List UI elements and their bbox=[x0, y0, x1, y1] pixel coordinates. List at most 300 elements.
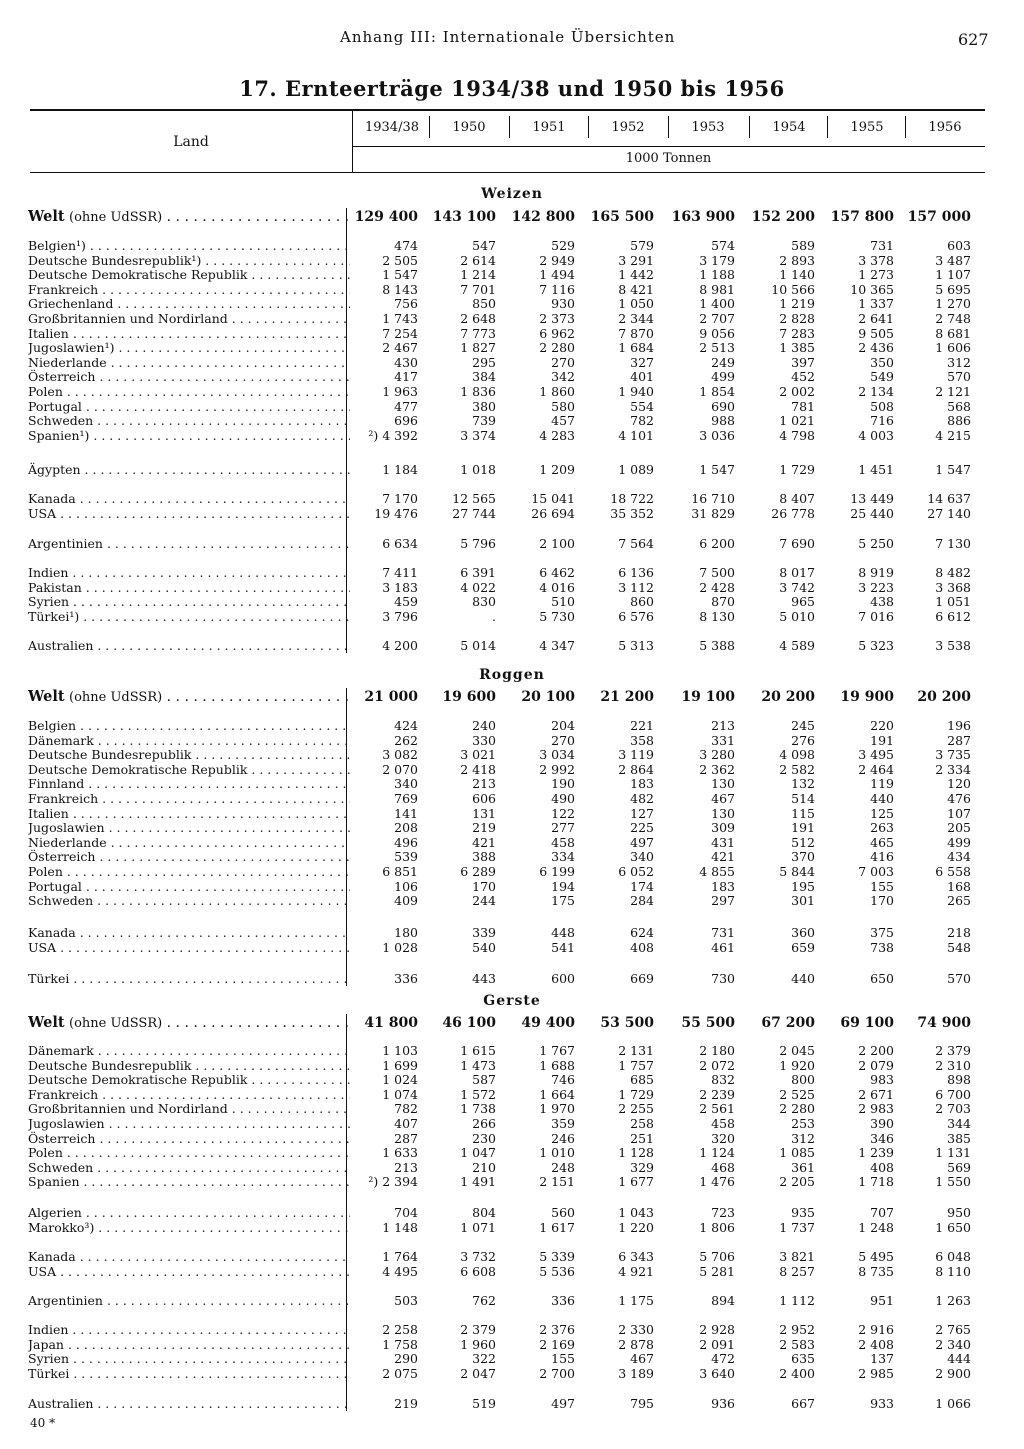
table-cell: 2 952 bbox=[779, 1322, 815, 1337]
table-cell: 465 bbox=[870, 834, 894, 850]
table-row bbox=[28, 311, 988, 326]
table-cell: 7 116 bbox=[539, 281, 575, 297]
table-cell: 781 bbox=[791, 398, 815, 414]
table-cell: 514 bbox=[791, 791, 815, 806]
table-cell: 2 258 bbox=[382, 1322, 418, 1337]
table-cell: 832 bbox=[711, 1072, 735, 1088]
world-label: Welt bbox=[28, 1014, 65, 1031]
table-cell: 1 047 bbox=[460, 1145, 496, 1161]
table-row bbox=[28, 791, 988, 806]
table-cell: 600 bbox=[551, 971, 575, 986]
table-cell: 6 343 bbox=[618, 1249, 654, 1264]
table-row bbox=[28, 1174, 988, 1189]
table-cell: 696 bbox=[394, 413, 418, 429]
table-cell: 16 710 bbox=[691, 491, 735, 506]
table-cell: 380 bbox=[472, 398, 496, 414]
table-cell: 3 735 bbox=[935, 747, 971, 763]
table-cell: 7 003 bbox=[858, 864, 894, 879]
table-cell: 385 bbox=[947, 1130, 971, 1146]
table-cell: 5 388 bbox=[699, 638, 735, 653]
table-cell: 1 860 bbox=[539, 384, 575, 399]
table-cell: 249 bbox=[711, 354, 735, 370]
table-cell: 731 bbox=[711, 925, 735, 940]
table-cell: 541 bbox=[551, 939, 575, 955]
table-cell: 19 100 bbox=[681, 689, 735, 705]
table-cell: 1 337 bbox=[858, 296, 894, 312]
table-cell: 417 bbox=[394, 369, 418, 385]
country-name: Griechenland . . . bbox=[28, 296, 350, 311]
table-cell: 263 bbox=[870, 820, 894, 836]
table-cell: 1 684 bbox=[618, 340, 654, 356]
table-cell: 331 bbox=[711, 732, 735, 748]
table-cell: 1 018 bbox=[460, 462, 496, 477]
table-cell: 9 505 bbox=[858, 325, 894, 341]
table-cell: 1 184 bbox=[382, 462, 418, 477]
table-cell: 266 bbox=[472, 1116, 496, 1131]
table-cell: 2 134 bbox=[858, 384, 894, 399]
table-cell: 936 bbox=[711, 1396, 735, 1411]
table-cell: 2 928 bbox=[699, 1322, 735, 1337]
table-cell: 2 362 bbox=[699, 761, 735, 777]
table-cell: 1 494 bbox=[539, 267, 575, 283]
table-cell: 548 bbox=[947, 939, 971, 955]
table-cell: 2 700 bbox=[539, 1365, 575, 1381]
table-cell: 1 071 bbox=[460, 1219, 496, 1235]
country-name: Jugoslawien . . . bbox=[28, 1116, 350, 1131]
world-qualifier: (ohne UdSSR) bbox=[69, 1016, 163, 1031]
table-cell: 434 bbox=[947, 849, 971, 865]
table-cell: 2 330 bbox=[618, 1322, 654, 1337]
table-cell: 15 041 bbox=[531, 491, 575, 506]
table-cell: 388 bbox=[472, 849, 496, 865]
table-cell: 8 017 bbox=[779, 565, 815, 580]
table-cell: 2 583 bbox=[779, 1336, 815, 1352]
table-cell: 5 014 bbox=[460, 638, 496, 653]
country-name: Portugal . . . bbox=[28, 879, 350, 894]
world-total-row bbox=[28, 688, 988, 706]
table-cell: 183 bbox=[630, 776, 654, 792]
table-cell: 1 960 bbox=[460, 1336, 496, 1352]
table-cell: 458 bbox=[711, 1116, 735, 1131]
table-row bbox=[28, 1322, 988, 1337]
table-cell: 935 bbox=[791, 1205, 815, 1220]
table-cell: 120 bbox=[947, 776, 971, 792]
table-row bbox=[28, 609, 988, 624]
table-cell: 6 200 bbox=[699, 536, 735, 551]
table-cell: 53 500 bbox=[600, 1015, 654, 1031]
table-cell: 67 200 bbox=[761, 1015, 815, 1031]
table-cell: 7 690 bbox=[779, 536, 815, 551]
table-cell: 560 bbox=[551, 1205, 575, 1220]
table-cell: 2 376 bbox=[539, 1322, 575, 1337]
table-row bbox=[28, 1131, 988, 1146]
table-cell: 175 bbox=[551, 893, 575, 909]
table-cell: 1 550 bbox=[935, 1174, 971, 1190]
table-cell: 18 722 bbox=[610, 491, 654, 506]
country-name: Spanien . . . bbox=[28, 1174, 350, 1189]
table-cell: 2 949 bbox=[539, 252, 575, 268]
table-row bbox=[28, 638, 988, 653]
table-cell: 4 347 bbox=[539, 638, 575, 653]
table-cell: 6 612 bbox=[935, 608, 971, 624]
table-cell: 330 bbox=[472, 732, 496, 748]
table-cell: 208 bbox=[394, 820, 418, 836]
table-cell: 983 bbox=[870, 1072, 894, 1088]
row-label bbox=[28, 208, 350, 227]
table-cell: 7 870 bbox=[618, 325, 654, 341]
country-name: Marokko³) . . . bbox=[28, 1220, 350, 1235]
table-cell: 1 764 bbox=[382, 1249, 418, 1264]
country-name: Finnland . . . bbox=[28, 776, 350, 791]
table-row bbox=[28, 536, 988, 551]
table-cell: 603 bbox=[947, 238, 971, 253]
table-cell: 336 bbox=[551, 1293, 575, 1308]
table-cell: 127 bbox=[630, 805, 654, 821]
table-cell: 2 828 bbox=[779, 311, 815, 326]
column-header-year: 1953 bbox=[691, 120, 725, 135]
table-row bbox=[28, 565, 988, 580]
table-cell: 650 bbox=[870, 971, 894, 986]
table-cell: 344 bbox=[947, 1116, 971, 1131]
country-name: Frankreich . . . bbox=[28, 791, 350, 806]
table-cell: 474 bbox=[394, 238, 418, 253]
table-cell: 2 900 bbox=[935, 1365, 971, 1381]
table-cell: 390 bbox=[870, 1116, 894, 1131]
table-row bbox=[28, 1351, 988, 1366]
country-name: Portugal . . . bbox=[28, 399, 350, 414]
table-cell: 8 919 bbox=[858, 565, 894, 580]
table-cell: 1 547 bbox=[699, 462, 735, 477]
table-cell: 3 291 bbox=[618, 252, 654, 268]
table-row bbox=[28, 762, 988, 777]
table-cell: 1 473 bbox=[460, 1057, 496, 1073]
country-name: Kanada . . . bbox=[28, 1249, 350, 1264]
table-cell: 1 066 bbox=[935, 1396, 971, 1411]
table-cell: 6 700 bbox=[935, 1086, 971, 1102]
table-cell: 3 538 bbox=[935, 638, 971, 653]
table-row bbox=[28, 776, 988, 791]
table-cell: 8 143 bbox=[382, 281, 418, 297]
column-header-year: 1954 bbox=[772, 120, 806, 135]
table-cell: 1 131 bbox=[935, 1145, 971, 1161]
table-cell: 1 107 bbox=[935, 267, 971, 283]
table-row bbox=[28, 1205, 988, 1220]
table-row bbox=[28, 835, 988, 850]
table-cell: 190 bbox=[551, 776, 575, 792]
page-number: 627 bbox=[958, 30, 989, 49]
table-cell: 2 400 bbox=[779, 1365, 815, 1381]
table-row bbox=[28, 1145, 988, 1160]
country-name: Syrien . . . bbox=[28, 594, 350, 609]
table-cell: 800 bbox=[791, 1072, 815, 1088]
unit-rule bbox=[352, 146, 985, 147]
table-cell: 723 bbox=[711, 1205, 735, 1220]
table-cell: 731 bbox=[870, 238, 894, 253]
table-cell: 4 283 bbox=[539, 427, 575, 443]
table-cell: 459 bbox=[394, 594, 418, 610]
table-cell: 7 130 bbox=[935, 536, 971, 551]
table-cell: 12 565 bbox=[452, 491, 496, 506]
table-cell: 350 bbox=[870, 354, 894, 370]
table-cell: 707 bbox=[870, 1205, 894, 1220]
table-cell: 262 bbox=[394, 732, 418, 748]
table-cell: 458 bbox=[551, 834, 575, 850]
table-cell: 6 634 bbox=[382, 536, 418, 551]
table-cell: 340 bbox=[394, 776, 418, 792]
table-cell: 13 449 bbox=[850, 491, 894, 506]
table-cell: 397 bbox=[791, 354, 815, 370]
table-cell: 519 bbox=[472, 1396, 496, 1411]
table-cell: 5 706 bbox=[699, 1249, 735, 1264]
header-bottom-rule bbox=[30, 172, 985, 173]
table-cell: 988 bbox=[711, 413, 735, 429]
table-cell: 738 bbox=[870, 939, 894, 955]
table-cell: 8 981 bbox=[699, 281, 735, 297]
table-row bbox=[28, 399, 988, 414]
table-cell: 6 199 bbox=[539, 864, 575, 879]
table-cell: 46 100 bbox=[442, 1015, 496, 1031]
table-cell: 240 bbox=[472, 718, 496, 733]
table-cell: 1 920 bbox=[779, 1057, 815, 1073]
table-cell: 25 440 bbox=[850, 505, 894, 521]
country-name: Japan . . . bbox=[28, 1337, 350, 1352]
table-cell: 155 bbox=[870, 878, 894, 894]
table-cell: 769 bbox=[394, 791, 418, 806]
table-cell: 287 bbox=[947, 732, 971, 748]
table-cell: 165 500 bbox=[590, 209, 654, 225]
table-cell: 1 209 bbox=[539, 462, 575, 477]
table-cell: 2 205 bbox=[779, 1174, 815, 1190]
world-label: Welt bbox=[28, 688, 65, 705]
table-cell: 2 045 bbox=[779, 1043, 815, 1058]
table-cell: 5 796 bbox=[460, 536, 496, 551]
table-cell: 933 bbox=[870, 1396, 894, 1411]
country-name: USA . . . bbox=[28, 506, 350, 521]
table-cell: . bbox=[492, 608, 496, 624]
table-cell: 4 200 bbox=[382, 638, 418, 653]
table-cell: 1 963 bbox=[382, 384, 418, 399]
table-cell: 213 bbox=[394, 1159, 418, 1175]
table-cell: 2 280 bbox=[539, 340, 575, 356]
table-cell: 7 564 bbox=[618, 536, 654, 551]
table-cell: 129 400 bbox=[354, 209, 418, 225]
country-name: USA . . . bbox=[28, 940, 350, 955]
table-row bbox=[28, 733, 988, 748]
table-cell: 3 280 bbox=[699, 747, 735, 763]
table-cell: 1 664 bbox=[539, 1086, 575, 1102]
table-cell: 1 476 bbox=[699, 1174, 735, 1190]
country-name: Spanien¹) . . . bbox=[28, 428, 350, 443]
table-cell: 1 050 bbox=[618, 296, 654, 312]
country-name: Frankreich . . . bbox=[28, 1087, 350, 1102]
table-cell: 461 bbox=[711, 939, 735, 955]
table-cell: 213 bbox=[472, 776, 496, 792]
table-cell: 782 bbox=[394, 1101, 418, 1117]
table-cell: 587 bbox=[472, 1072, 496, 1088]
table-cell: 1 024 bbox=[382, 1072, 418, 1088]
country-name: Jugoslawien¹) . . . bbox=[28, 340, 350, 355]
table-cell: 3 732 bbox=[460, 1249, 496, 1264]
table-cell: 2 131 bbox=[618, 1043, 654, 1058]
column-divider bbox=[509, 116, 510, 138]
table-cell: 5 323 bbox=[858, 638, 894, 653]
table-row bbox=[28, 340, 988, 355]
table-cell: 685 bbox=[630, 1072, 654, 1088]
table-cell: 20 200 bbox=[761, 689, 815, 705]
table-cell: 1 128 bbox=[618, 1145, 654, 1161]
table-cell: 782 bbox=[630, 413, 654, 429]
table-row bbox=[28, 1396, 988, 1411]
table-cell: 221 bbox=[630, 718, 654, 733]
table-row bbox=[28, 718, 988, 733]
country-name: Ägypten . . . bbox=[28, 462, 350, 477]
table-cell: 965 bbox=[791, 594, 815, 610]
table-cell: 19 600 bbox=[442, 689, 496, 705]
table-cell: 554 bbox=[630, 398, 654, 414]
table-cell: 476 bbox=[947, 791, 971, 806]
table-cell: 4 215 bbox=[935, 427, 971, 443]
label-column-rule bbox=[346, 1014, 347, 1411]
table-cell: 6 558 bbox=[935, 864, 971, 879]
table-cell: 540 bbox=[472, 939, 496, 955]
table-cell: 568 bbox=[947, 398, 971, 414]
table-cell: 131 bbox=[472, 805, 496, 821]
country-name: Österreich . . . bbox=[28, 1131, 350, 1146]
table-cell: 510 bbox=[551, 594, 575, 610]
table-cell: 20 100 bbox=[521, 689, 575, 705]
row-label bbox=[28, 688, 350, 707]
table-cell: 6 289 bbox=[460, 864, 496, 879]
table-cell: 322 bbox=[472, 1351, 496, 1367]
table-cell: 730 bbox=[711, 971, 735, 986]
table-cell: 438 bbox=[870, 594, 894, 610]
column-divider bbox=[905, 116, 906, 138]
table-cell: 1 827 bbox=[460, 340, 496, 356]
table-cell: 2 169 bbox=[539, 1336, 575, 1352]
label-column-rule bbox=[346, 688, 347, 986]
table-cell: 6 576 bbox=[618, 608, 654, 624]
table-cell: 8 407 bbox=[779, 491, 815, 506]
table-cell: 951 bbox=[870, 1293, 894, 1308]
country-name: Argentinien . . . bbox=[28, 536, 350, 551]
table-cell: ²) 4 392 bbox=[368, 427, 418, 443]
country-name: Deutsche Demokratische Republik . . . bbox=[28, 762, 350, 777]
table-cell: 746 bbox=[551, 1072, 575, 1088]
table-cell: 448 bbox=[551, 925, 575, 940]
table-cell: 1 758 bbox=[382, 1336, 418, 1352]
table-cell: 7 773 bbox=[460, 325, 496, 341]
table-cell: 8 130 bbox=[699, 608, 735, 624]
table-cell: 7 411 bbox=[382, 565, 418, 580]
country-name: Dänemark . . . bbox=[28, 1043, 350, 1058]
table-cell: 230 bbox=[472, 1130, 496, 1146]
table-cell: 467 bbox=[711, 791, 735, 806]
table-cell: 295 bbox=[472, 354, 496, 370]
table-cell: 2 985 bbox=[858, 1365, 894, 1381]
table-cell: 1 617 bbox=[539, 1219, 575, 1235]
table-cell: 1 757 bbox=[618, 1057, 654, 1073]
table-cell: 3 368 bbox=[935, 579, 971, 595]
table-cell: 7 254 bbox=[382, 325, 418, 341]
table-cell: 830 bbox=[472, 594, 496, 610]
table-cell: 130 bbox=[711, 805, 735, 821]
table-cell: 329 bbox=[630, 1159, 654, 1175]
table-cell: 19 476 bbox=[374, 505, 418, 521]
table-cell: 2 707 bbox=[699, 311, 735, 326]
table-cell: 115 bbox=[791, 805, 815, 821]
table-cell: 6 048 bbox=[935, 1249, 971, 1264]
table-cell: 358 bbox=[630, 732, 654, 748]
table-cell: 499 bbox=[711, 369, 735, 385]
table-cell: 4 798 bbox=[779, 427, 815, 443]
table-row bbox=[28, 879, 988, 894]
table-cell: 339 bbox=[472, 925, 496, 940]
country-name: Türkei¹) . . . bbox=[28, 609, 350, 624]
table-cell: 6 462 bbox=[539, 565, 575, 580]
running-head: Anhang III: Internationale Übersichten bbox=[340, 28, 676, 46]
table-cell: 2 379 bbox=[935, 1043, 971, 1058]
table-cell: 2 582 bbox=[779, 761, 815, 777]
table-cell: 1 718 bbox=[858, 1174, 894, 1190]
table-row bbox=[28, 1160, 988, 1175]
table-cell: 5 536 bbox=[539, 1263, 575, 1279]
table-cell: 850 bbox=[472, 296, 496, 312]
table-cell: 8 735 bbox=[858, 1263, 894, 1279]
table-cell: 2 983 bbox=[858, 1101, 894, 1117]
table-cell: 4 855 bbox=[699, 864, 735, 879]
row-label bbox=[28, 1014, 350, 1033]
country-name: Deutsche Bundesrepublik¹) . . . bbox=[28, 253, 350, 268]
table-cell: 1 547 bbox=[382, 267, 418, 283]
table-cell: 7 701 bbox=[460, 281, 496, 297]
table-cell: 2 467 bbox=[382, 340, 418, 356]
table-cell: 3 223 bbox=[858, 579, 894, 595]
table-cell: 5 250 bbox=[858, 536, 894, 551]
table-cell: 5 730 bbox=[539, 608, 575, 624]
table-cell: 2 121 bbox=[935, 384, 971, 399]
table-cell: 886 bbox=[947, 413, 971, 429]
table-cell: 804 bbox=[472, 1205, 496, 1220]
table-cell: 106 bbox=[394, 878, 418, 894]
table-cell: 2 436 bbox=[858, 340, 894, 356]
table-cell: 244 bbox=[472, 893, 496, 909]
table-row bbox=[28, 428, 988, 443]
table-cell: 2 505 bbox=[382, 252, 418, 268]
table-cell: 125 bbox=[870, 805, 894, 821]
world-qualifier: (ohne UdSSR) bbox=[69, 690, 163, 705]
table-cell: 667 bbox=[791, 1396, 815, 1411]
table-cell: 119 bbox=[870, 776, 894, 792]
table-row bbox=[28, 1087, 988, 1102]
table-cell: 170 bbox=[472, 878, 496, 894]
table-cell: 6 391 bbox=[460, 565, 496, 580]
section-title: Gerste bbox=[483, 993, 541, 1009]
table-cell: 5 695 bbox=[935, 281, 971, 297]
table-cell: 191 bbox=[791, 820, 815, 836]
table-cell: 539 bbox=[394, 849, 418, 865]
table-cell: 1 677 bbox=[618, 1174, 654, 1190]
table-cell: 3 374 bbox=[460, 427, 496, 443]
table-cell: 137 bbox=[870, 1351, 894, 1367]
table-cell: 270 bbox=[551, 732, 575, 748]
section-title: Roggen bbox=[479, 667, 545, 683]
table-cell: 74 900 bbox=[917, 1015, 971, 1031]
table-cell: 407 bbox=[394, 1116, 418, 1131]
country-name: Deutsche Demokratische Republik . . . bbox=[28, 267, 350, 282]
table-cell: 468 bbox=[711, 1159, 735, 1175]
table-cell: 5 844 bbox=[779, 864, 815, 879]
table-cell: 401 bbox=[630, 369, 654, 385]
